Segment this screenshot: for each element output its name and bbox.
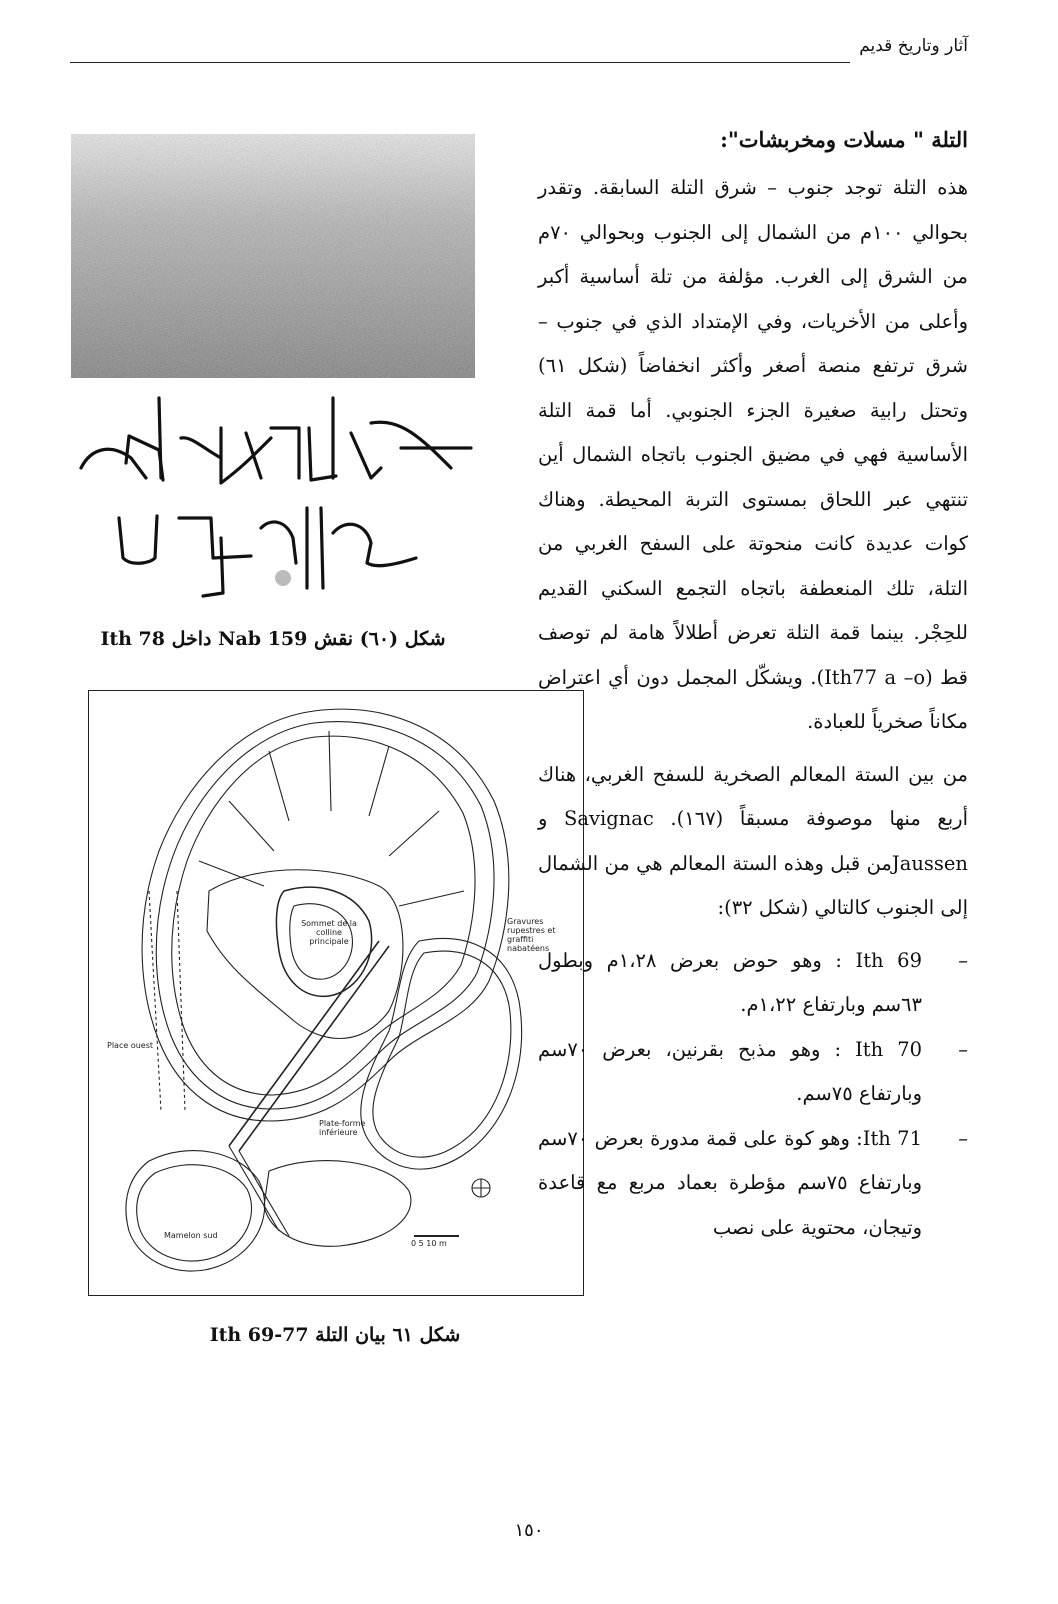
map-label-summit: Sommet de la colline principale [301,919,357,946]
list-dash: – [958,948,968,972]
figure-61-caption: شكل ٦١ بيان التلة Ith 69-77 [209,1324,461,1346]
map-label-gravures: Gravures rupestres et graffiti nabatéens [507,917,556,953]
nabataean-inscription-drawing [71,388,475,628]
map-label-platform: Plate-forme inférieure [319,1119,366,1137]
list-item-text: Ith 69 : وهو حوض بعرض ١،٢٨م وبطول ٦٣سم وبارتفاع ١،٢٢م. [538,948,922,1016]
paragraph-1: هذه التلة توجد جنوب – شرق التلة السابقة. وتقدر بحوالي ١٠٠م من الشمال إلى الجنوب وبحوالي ٧٠م من الشرق إلى الغرب. مؤلفة من تلة أساسية أكبر وأعلى من الأخريات، وفي الإمتداد الذي في جنوب – شرق ترتفع منصة أصغر وأكثر انخفاضاً (شكل ٦١) وتحتل رابية صغيرة الجزء الجنوبي. أما قمة التلة الأساسية فهي في مضيق الجنوب باتجاه الشمال أين تنتهي عبر اللحاق بمستوى التربة المحيطة. وهناك كوات عديدة كانت منحوتة على السفح الغربي من التلة، تلك المنعطفة باتجاه التجمع السكني القديم للحِجْر. بينما قمة التلة تعرض أطلالاً هامة لم توصف قط (Ith77 a –o). ويشكّل المجمل دون أي اعتراض مكاناً صخرياً للعبادة. [538,176,968,733]
list-item-text: Ith 70 : وهو مذبح بقرنين، بعرض ٧٠سم وبارتفاع ٧٥سم. [538,1037,923,1105]
list-item [538,1117,968,1251]
header-rule [70,62,850,63]
section-title: التلة " مسلات ومخربشات": [720,127,968,152]
list-item-text: Ith 71: وهو كوة على قمة مدورة بعرض ٧٠سم وبارتفاع ٧٥سم مؤطرة بعماد مربع مع قاعدة وتيجان، محتوية على نصب [538,1126,922,1239]
map-scale-label: 0 5 10 m [411,1239,447,1248]
site-plan-map [88,690,584,1296]
inscription-photo [71,134,475,378]
map-label-mamelon: Mamelon sud [164,1231,218,1240]
photo-texture [71,134,475,378]
page-number: ١٥٠ [514,1520,544,1541]
main-text-column [538,120,968,1250]
paragraph-2: من بين الستة المعالم الصخرية للسفح الغربي، هناك أربع منها موصوفة مسبقاً (١٦٧). Savignac و Jaussenمن قبل وهذه الستة المعالم هي من الشمال إلى الجنوب كالتالي (شكل ٣٢): [538,762,968,919]
list-item [538,1028,968,1117]
running-head: آثار وتاريخ قديم [859,36,968,56]
list-dash: – [958,1126,968,1150]
figure-60-caption: شكل (٦٠) نقش Nab 159 داخل Ith 78 [100,628,446,650]
map-label-place: Place ouest [107,1041,154,1050]
list-dash: – [958,1037,968,1061]
site-plan-drawing [89,691,583,1295]
list-item [538,939,968,1028]
